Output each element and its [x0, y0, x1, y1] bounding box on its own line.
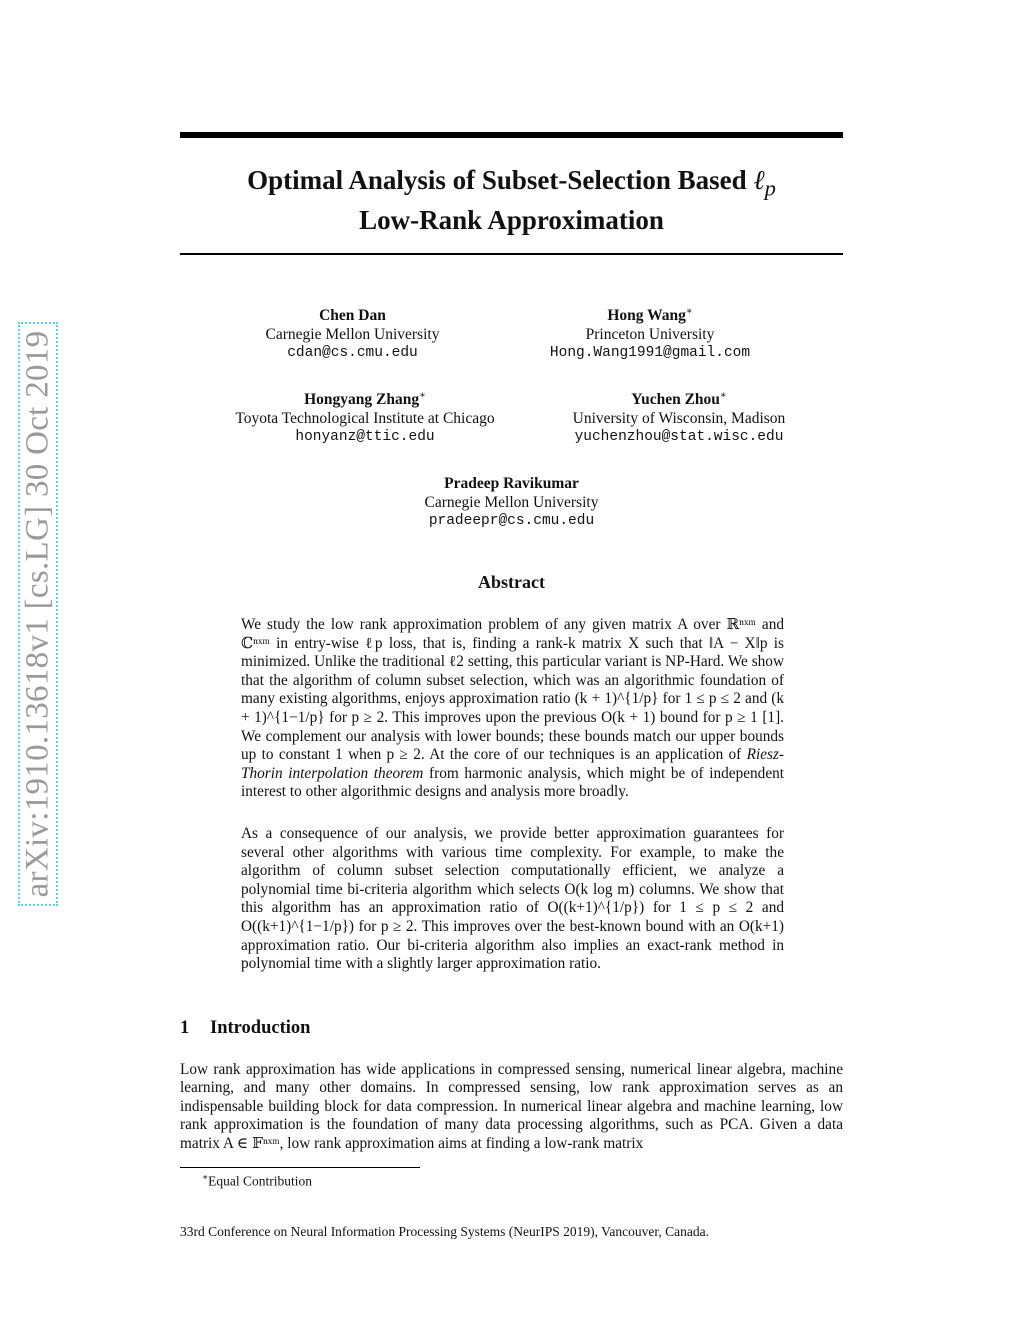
footnote: ∗Equal Contribution	[202, 1172, 312, 1189]
section-heading: 1 Introduction	[180, 1018, 311, 1038]
author-block: Hong Wang∗ Princeton University Hong.Wang1991@gmail.com	[530, 302, 770, 363]
title-ell-symbol: ℓ	[753, 165, 765, 195]
title-bottom-rule	[180, 253, 843, 255]
author-block: Hongyang Zhang∗ Toyota Technological Institute at Chicago honyanz@ttic.edu	[210, 386, 520, 447]
abstract-paragraph-1: We study the low rank approximation problem of any given matrix A over ℝⁿˣᵐ and ℂⁿˣᵐ in entry-wise ℓp loss, that is, finding a rank-k matrix X such that ‖A − X‖p is minimized. Unlike the traditional ℓ2 setting, this particular variant is NP-Hard. We show that the algorithm of column subset selection, which was an algorithmic foundation of many existing algorithms, enjoys approximation ratio (k + 1)^{1/p} for 1 ≤ p ≤ 2 and (k + 1)^{1−1/p} for p ≥ 2. This improves upon the previous O(k + 1) bound for p ≥ 1 [1]. We complement our analysis with lower bounds; these bounds match our upper bounds up to constant 1 when p ≥ 2. At the core of our techniques is an application of Riesz-Thorin interpolation theorem from harmonic analysis, which might be of independent interest to other algorithmic designs and analysis more broadly.	[241, 616, 785, 801]
email-link[interactable]: Hong.Wang1991@gmail.com	[549, 345, 751, 362]
email-link[interactable]: honyanz@ttic.edu	[295, 429, 435, 446]
title-top-rule	[180, 132, 843, 138]
abstract-heading: Abstract	[478, 572, 545, 592]
venue-footer: 33rd Conference on Neural Information Processing Systems (NeurIPS 2019), Vancouver, Canada.	[180, 1224, 709, 1239]
footnote-rule	[180, 1167, 420, 1168]
emphasis-text: Riesz-Thorin interpolation theorem	[241, 746, 784, 782]
affiliation: Carnegie Mellon University	[265, 326, 440, 344]
intro-paragraph: Low rank approximation has wide applications in compressed sensing, numerical linear algebra, machine learning, and many other domains. In compressed sensing, low rank approximation serves as an indispensable building block for data compression. In numerical linear algebra and machine learning, low rank approximation is the foundation of many data processing algorithms, such as PCA. Given a data matrix A ∈ 𝔽ⁿˣᵐ, low rank approximation aims at finding a low-rank matrix	[180, 1061, 843, 1152]
affiliation: Princeton University	[585, 326, 715, 344]
author-block: Chen Dan Carnegie Mellon University cdan@cs.cmu.edu	[250, 302, 455, 363]
affiliation: University of Wisconsin, Madison	[572, 410, 786, 428]
email-link[interactable]: yuchenzhou@stat.wisc.edu	[574, 429, 784, 446]
paper-title: Optimal Analysis of Subset-Selection Based ℓ$_p$ Low-Rank Approximation	[247, 165, 776, 236]
arxiv-stamp[interactable]: arXiv:1910.13618v1 [cs.LG] 30 Oct 2019	[18, 322, 58, 906]
email-link[interactable]: pradeepr@cs.cmu.edu	[428, 513, 595, 530]
author-block: Yuchen Zhou∗ University of Wisconsin, Madison yuchenzhou@stat.wisc.edu	[545, 386, 813, 447]
affiliation: Toyota Technological Institute at Chicago	[235, 410, 495, 428]
author-block: Pradeep Ravikumar Carnegie Mellon University pradeepr@cs.cmu.edu	[400, 470, 623, 531]
email-link[interactable]: cdan@cs.cmu.edu	[287, 345, 418, 362]
affiliation: Carnegie Mellon University	[424, 494, 599, 512]
abstract-paragraph-2: As a consequence of our analysis, we provide better approximation guarantees for several other algorithms with various time complexity. For example, to make the algorithm of column subset selection computationally efficient, we analyze a polynomial time bi-criteria algorithm which selects O(k log m) columns. We show that this algorithm has an approximation ratio of O((k+1)^{1/p}) for 1 ≤ p ≤ 2 and O((k+1)^{1−1/p}) for p ≥ 2. This improves over the best-known bound with an O(k+1) approximation ratio. Our bi-criteria algorithm also implies an exact-rank method in polynomial time with a slightly larger approximation ratio.	[241, 825, 784, 973]
title-ell-subscript: p	[764, 175, 776, 201]
